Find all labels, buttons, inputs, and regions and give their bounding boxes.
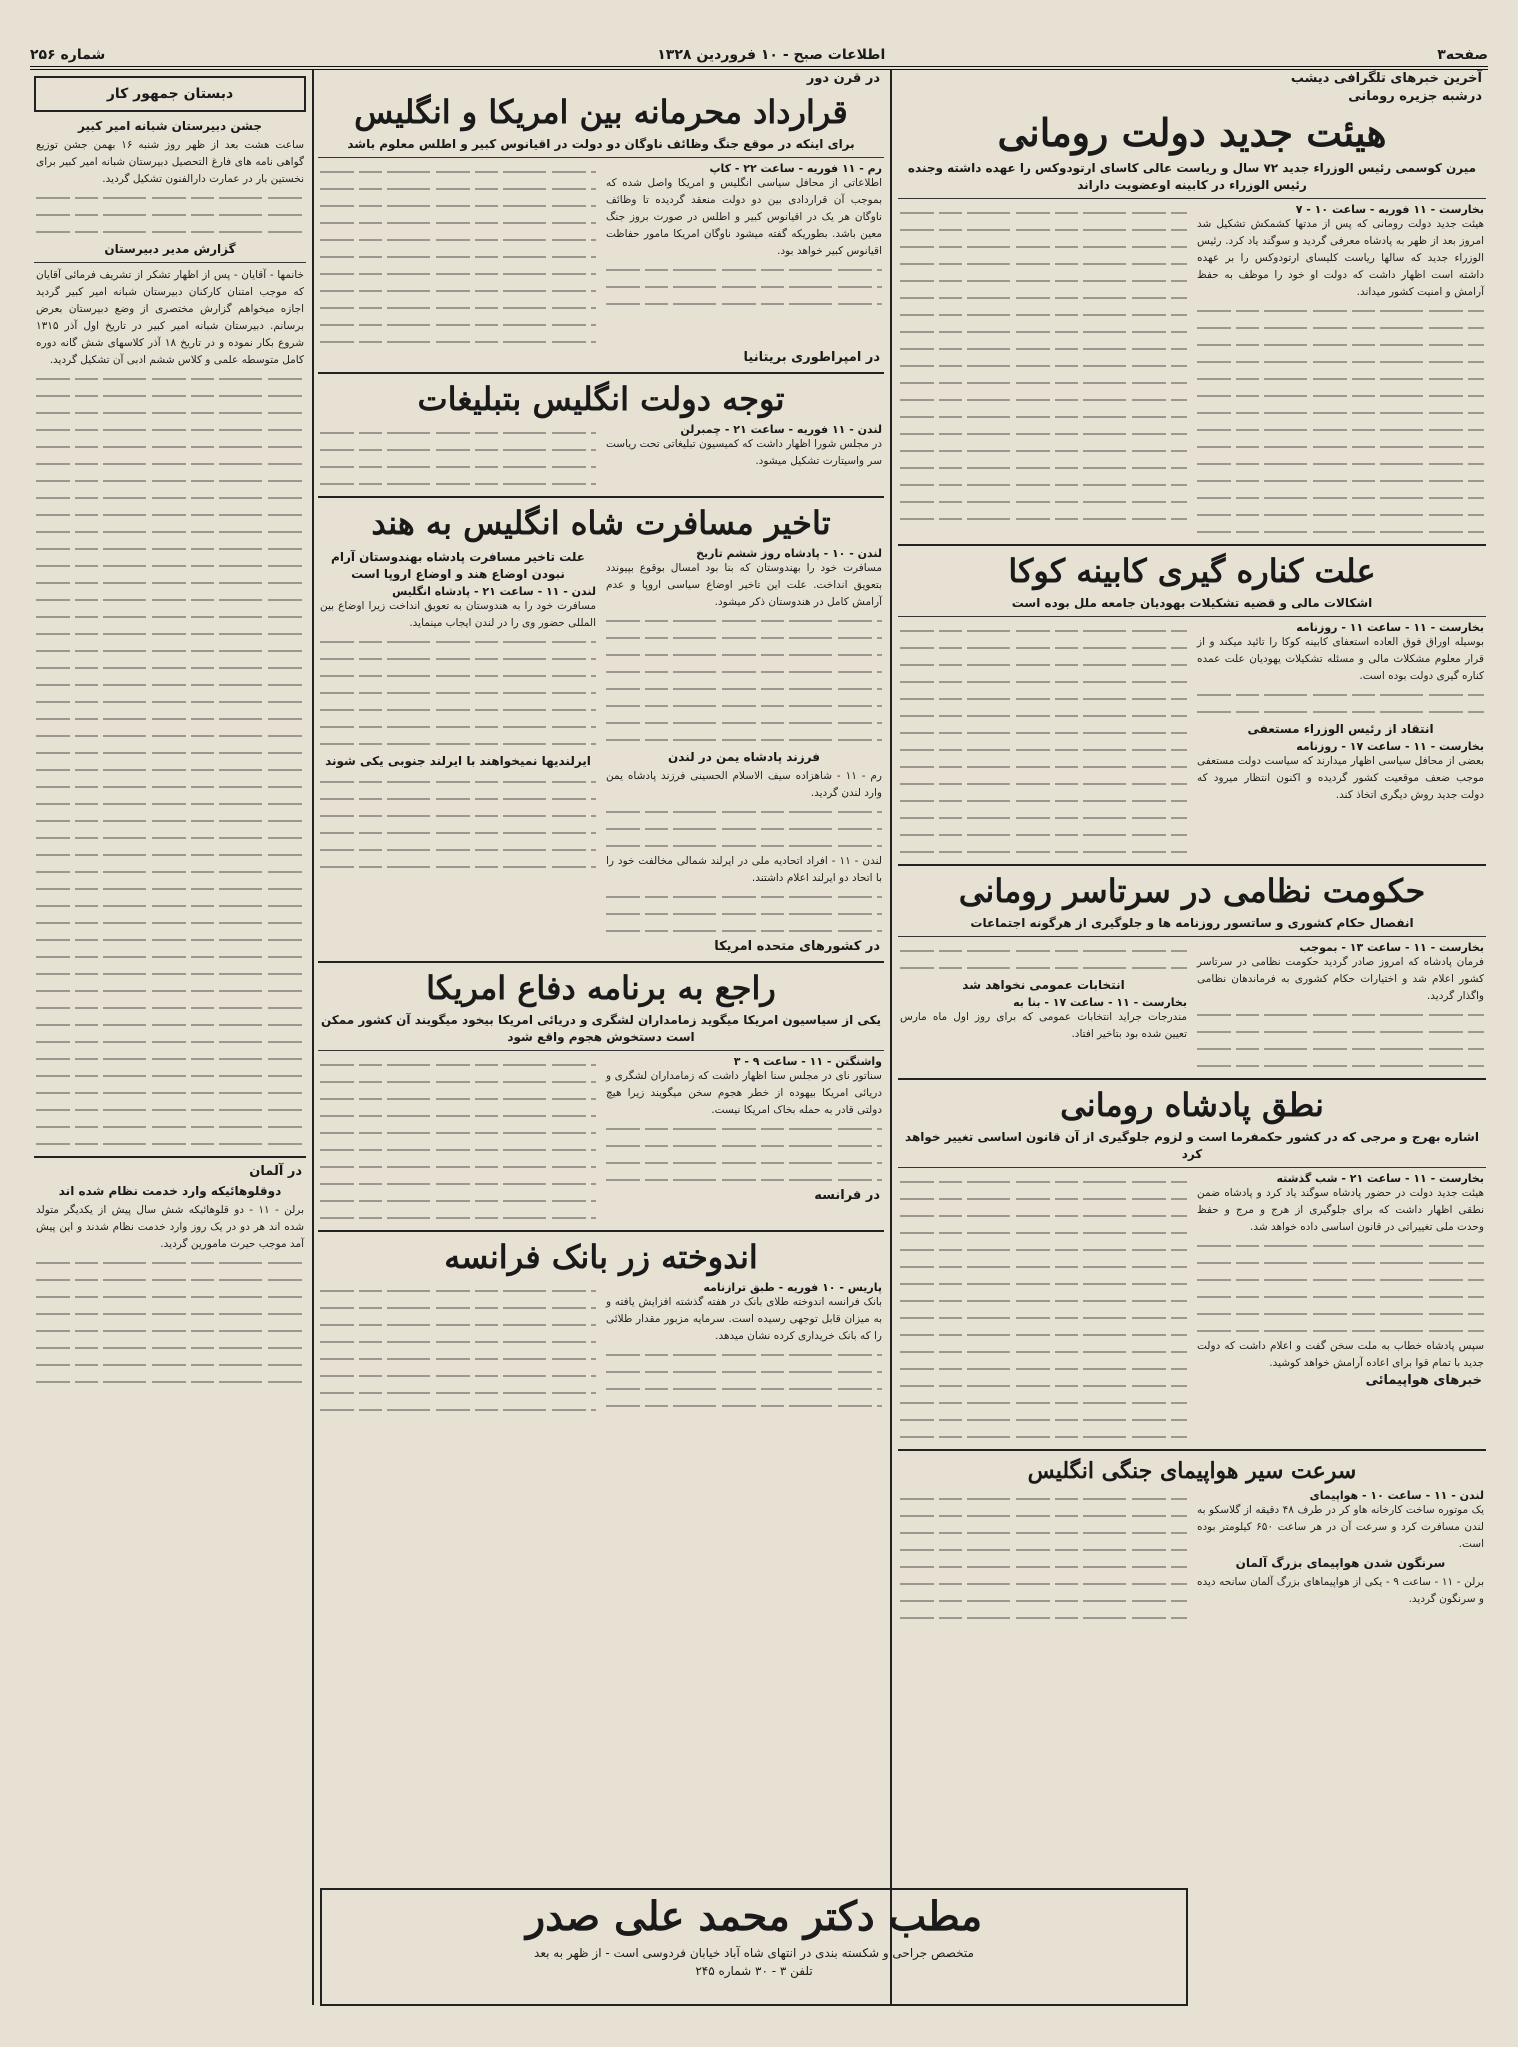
inner-headline: ایرلندیها نمیخواهند با ایرلند جنوبی یکی شوند <box>325 754 591 768</box>
article-body: مسافرت خود را بهندوستان که بنا بود امسال بوقوع بپیوندد بتعویق انداخت. علت این تاخیر اوضاع سیاسی اروپا و عدم آرامش کامل در هندوستان ذکر میشود. <box>606 562 882 608</box>
article-body: برلن - ۱۱ - ساعت ۹ - یکی از هواپیماهای بزرگ آلمان سانحه دیده و سرنگون گردید. <box>1197 1576 1484 1605</box>
article-body: اطلاعاتی از محافل سیاسی انگلیس و امریکا واصل شده که بموجب آن قراردادی بین دو دولت منعقد گردیده تا وظائف ناوگان هر یک در اقیانوس کبیر و اطلس در صورت بروز جنگ معین باشد. بطوریکه گفته میشود ناوگان امریکا مامور حفاظت اقیانوس کبیر خواهد بود. <box>606 177 882 257</box>
dateline: لندن - ۱۰ - پادشاه روز ششم تاریخ <box>696 547 882 560</box>
dateline: لندن - ۱۱ - ساعت ۱۰ - هواپیمای <box>1309 1489 1484 1502</box>
article-body: مندرجات جراید انتخابات عمومی که برای روز اول ماه مارس تعیین شده بود بتاخیر افتاد. <box>900 1011 1187 1040</box>
article-body: در مجلس شورا اظهار داشت که کمیسیون تبلیغاتی تحت ریاست سر واسیتارت تشکیل میشود. <box>606 438 882 467</box>
left-column <box>34 70 306 2005</box>
article-body: برلن - ۱۱ - دو قلوهائیکه شش سال پیش از یکدیگر متولد شده اند هر دو در یک روز وارد خدمت نظام شدند و این پیش آمد موجب حیرت مامورین گردید. <box>36 1204 304 1250</box>
section-label: در امپراطوری بریتانیا <box>743 350 880 365</box>
dateline: بخارست - ۱۱ - ساعت ۱۳ - بموجب <box>1299 941 1484 954</box>
dateline: لندن - ۱۱ فوریه - ساعت ۲۱ - چمبرلن <box>680 423 882 436</box>
issue-date: اطلاعات صبح - ۱۰ فروردین ۱۳۲۸ <box>657 47 886 63</box>
section-label: در قرن دور <box>806 71 880 86</box>
ad-address: متخصص جراحی و شکسته بندی در انتهای شاه آباد خیابان فردوسی است - از ظهر به بعد <box>534 1946 974 1960</box>
inner-headline: فرزند پادشاه یمن در لندن <box>668 750 820 764</box>
headline-secret-pact: قرارداد محرمانه بین امریکا و انگلیس <box>354 93 848 131</box>
issue-number: شماره ۲۵۶ <box>30 47 106 63</box>
section-label: در کشورهای متحده امریکا <box>714 939 880 954</box>
dateline: رم - ۱۱ فوریه - ساعت ۲۲ - کاپ <box>709 162 882 175</box>
dateline: لندن - ۱۱ - ساعت ۲۱ - پادشاه انگلیس <box>392 585 596 598</box>
article-body: لندن - ۱۱ - افراد اتحادیه ملی در ایرلند شمالی مخالفت خود را با اتحاد دو ایرلند اعلام داشتند. <box>606 855 882 884</box>
page-label: صفحه۳ <box>1437 47 1488 63</box>
inner-headline: دوقلوهائیکه وارد خدمت نظام شده اند <box>58 1184 282 1198</box>
section-label: درشبه جزیره رومانی <box>1348 89 1482 104</box>
headline-school-ceremony: جشن دبیرستان شبانه امیر کبیر <box>78 119 262 133</box>
inner-headline: سرنگون شدن هواپیمای بزرگ آلمان <box>1235 1556 1446 1570</box>
article-body: مسافرت خود را به هندوستان به تعویق انداخت زیرا اوضاع بین المللی حضور وی را در لندن ایجاب مینماید. <box>320 600 596 629</box>
dateline: بخارست - ۱۱ - ساعت ۱۱ - روزنامه <box>1296 621 1484 634</box>
headline-martial-law: حکومت نظامی در سرتاسر رومانی <box>958 872 1426 910</box>
subhead-king-speech: اشاره بهرج و مرجی که در کشور حکمفرما است و لزوم جلوگیری از آن قانون اساسی تغییر خواهد کرد <box>905 1130 1479 1161</box>
article-body: سناتور نای در مجلس سنا اظهار داشت که زمامداران لشگری و دریائی امریکا بیهوده از خطر هجوم سخن میگویند زیرا هیچ دولتی قادر به حمله بخاک امریکا نیست. <box>606 1070 882 1116</box>
article-body: خانمها - آقایان - پس از اظهار تشکر از تشریف فرمائی آقایان که موجب امتنان کارکنان دبیرستان شبانه امیر کبیر گردید اجازه میخواهم گزارش مختصری از وضع دبیرستان بعرض برسانم. دبیرستان شبانه امیر کبیر در تاریخ اول آذر ۱۳۱۵ شروع بکار نموده و در تاریخ ۱۸ آذر کلاسهای شش گانه دوره کامل متوسطه علمی و کلاس ششم ادبی آن تشکیل گردید. <box>36 269 304 366</box>
article-body: بانک فرانسه اندوخته طلای بانک در هفته گذشته افزایش یافته و به میزان قابل توجهی رسیده است. سرمایه مزبور مقدار طلائی را که بانک خریداری کرده نشان میدهد. <box>606 1296 882 1342</box>
headline-propaganda: توجه دولت انگلیس بتبلیغات <box>417 380 785 418</box>
headline-romania-cabinet: هیئت جدید دولت رومانی <box>997 110 1387 155</box>
headline-us-defense: راجع به برنامه دفاع امریکا <box>426 969 776 1007</box>
section-label: در فرانسه <box>814 1188 880 1203</box>
column-rule <box>312 70 314 2005</box>
headline-king-speech: نطق پادشاه رومانی <box>1060 1086 1324 1124</box>
center-column <box>318 70 884 1877</box>
article-body: بوسیله اوراق فوق العاده استعفای کابینه کوکا را تائید میکند و از قرار معلوم مشکلات مالی و مسئله تشکیلات یهودیان علت عمده کناره گیری دولت بوده است. <box>1197 636 1484 682</box>
doctor-advertisement <box>320 1888 1188 2006</box>
inner-headline: علت تاخیر مسافرت پادشاه بهندوستان آرام نبودن اوضاع هند و اوضاع اروپا است <box>331 550 585 581</box>
section-label: در آلمان <box>249 1164 302 1179</box>
top-kicker: آخرین خبرهای تلگرافی دیشب <box>1290 71 1482 86</box>
article-body: هیئت جدید دولت در حضور پادشاه سوگند یاد کرد و پادشاه ضمن نطقی اظهار داشت که برای جلوگیری از هرج و مرج و حفظ وحدت ملی تغییراتی در قانون اساسی داده خواهد شد. <box>1197 1187 1484 1233</box>
section-label: خبرهای هواپیمائی <box>1365 1373 1482 1388</box>
dateline: واشنگتن - ۱۱ - ساعت ۹ - ۳ <box>733 1055 882 1068</box>
article-body: سپس پادشاه خطاب به ملت سخن گفت و اعلام داشت که دولت جدید با تمام قوا برای اعاده آرامش خواهد کوشید. <box>1197 1340 1484 1369</box>
masthead <box>30 44 1488 70</box>
dateline: بخارست - ۱۱ - ساعت ۲۱ - شب گذشته <box>1276 1172 1484 1185</box>
article-body: رم - ۱۱ - شاهزاده سیف الاسلام الحسینی فرزند پادشاه یمن وارد لندن گردید. <box>606 770 882 799</box>
column-label-box <box>34 76 306 112</box>
inner-headline: انتقاد از رئیس الوزراء مستعفی <box>1247 722 1434 736</box>
headline-royal-trip-delay: تاخیر مسافرت شاه انگلیس به هند <box>371 504 831 542</box>
article-body: یک موتوره ساخت کارخانه هاو کر در طرف ۴۸ دقیقه از گلاسکو به لندن مسافرت کرد و سرعت آن در هر ساعت ۶۵۰ کیلومتر بوده است. <box>1197 1504 1484 1550</box>
article-body: ساعت هشت بعد از ظهر روز شنبه ۱۶ بهمن جشن توزیع گواهی نامه های فارغ التحصیل دبیرستان شبانه امیر کبیر برای نخستین بار در عمارت دارالفنون تشکیل گردید. <box>36 139 304 185</box>
subhead-martial-law: انفصال حکام کشوری و ساتسور روزنامه ها و جلوگیری از هرگونه اجتماعات <box>970 916 1414 930</box>
headline-british-warplane: سرعت سیر هواپیمای جنگی انگلیس <box>1027 1458 1357 1484</box>
dateline: بخارست - ۱۱ فوریه - ساعت ۱۰ - ۷ <box>1295 203 1484 216</box>
subhead-secret-pact: برای اینکه در موقع جنگ وظائف ناوگان دو دولت در اقیانوس کبیر و اطلس معلوم باشد <box>347 137 855 151</box>
article-body: بعضی از محافل سیاسی اظهار میدارند که سیاست دولت مستعفی موجب ضعف موقعیت کشور گردیده و اکنون انتظار میرود که دولت جدید روش دیگری اتخاذ کند. <box>1197 755 1484 801</box>
inner-headline: گزارش مدیر دبیرستان <box>104 242 236 256</box>
dateline: پاریس - ۱۰ فوریه - طبق ترازنامه <box>703 1281 882 1294</box>
ad-title: مطب دکتر محمد علی صدر <box>525 1893 983 1940</box>
column-label: دبستان جمهور کار <box>106 86 234 102</box>
headline-bank-of-france: اندوخته زر بانک فرانسه <box>444 1238 758 1276</box>
ad-phone: تلفن ۳ - ۳۰ شماره ۲۴۵ <box>695 1964 813 1978</box>
article-body: فرمان پادشاه که امروز صادر گردید حکومت نظامی در سرتاسر کشور اعلام شد و اختیارات حکام کشوری به فرماندهان نظامی واگذار گردید. <box>1197 956 1484 1002</box>
subhead-us-defense: یکی از سیاسیون امریکا میگوید زمامداران لشگری و دریائی امریکا بیخود میگویند آن کشور ممکن است دستخوش هجوم واقع شود <box>320 1013 882 1044</box>
dateline: بخارست - ۱۱ - ساعت ۱۷ - روزنامه <box>1296 740 1484 753</box>
dateline: بخارست - ۱۱ - ساعت ۱۷ - بنا به <box>1013 996 1187 1009</box>
inner-headline: انتخابات عمومی نخواهد شد <box>962 978 1125 992</box>
column-rule <box>890 70 892 2005</box>
article-body: هیئت جدید دولت رومانی که پس از مدتها کشمکش تشکیل شد امروز بعد از ظهر به پادشاه معرفی گردید و سوگند یاد کرد. رئیس الوزراء جدید که سالها ریاست کلیسای ارتودوکس را بر عهده داشته است اظهار داشت که دولت او خود را موظف به حفظ آرامش و امنیت کشور میداند. <box>1197 218 1484 298</box>
subhead-koka-resignation: اشکالات مالی و قضیه تشکیلات بهودیان جامعه ملل بوده است <box>1011 596 1373 610</box>
right-column <box>898 70 1486 2005</box>
subhead-romania-cabinet: میرن کوسمی رئیس الوزراء جدید ۷۲ سال و ریاست عالی کاسای ارتودوکس را عهده داشته وجنده رئیس الوزراء در کابینه اوعضویت داراند <box>907 161 1477 192</box>
headline-koka-resignation: علت کناره گیری کابینه کوکا <box>1008 552 1376 590</box>
